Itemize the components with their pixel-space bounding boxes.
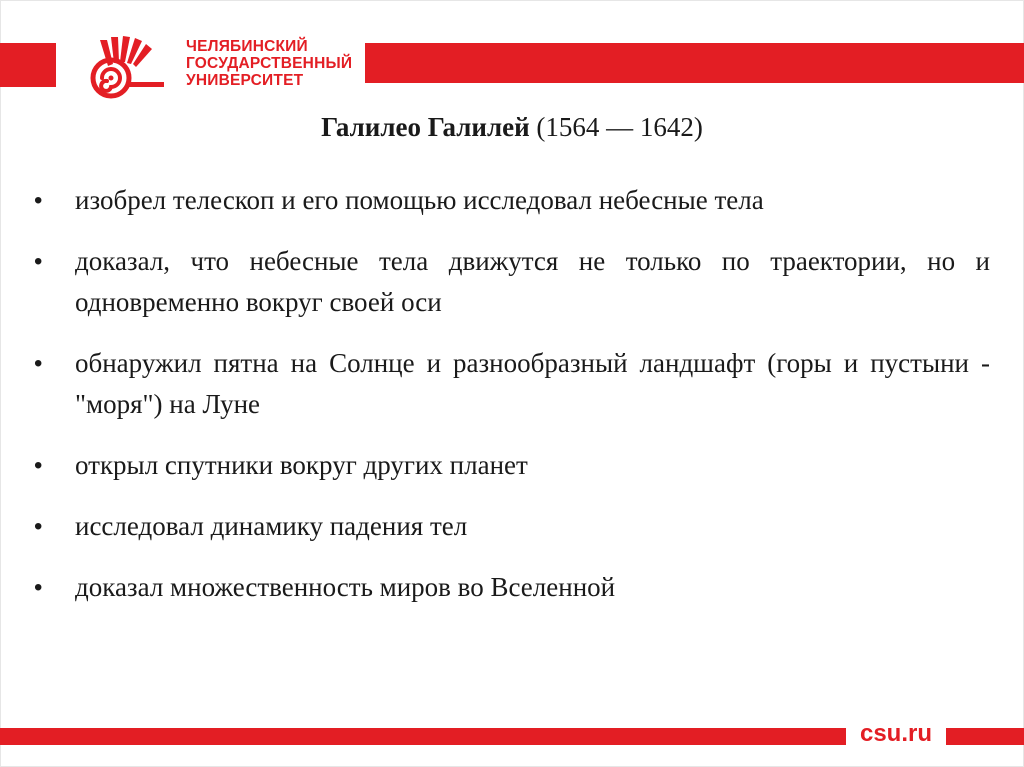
university-name-line3: УНИВЕРСИТЕТ: [186, 72, 304, 89]
title-years: (1564 — 1642): [536, 112, 703, 142]
list-item-text: изобрел телескоп и его помощью исследовал небесные тела: [75, 185, 764, 215]
footer-bar-left: [0, 728, 846, 745]
slide-title: [0, 112, 1024, 143]
bullet-list: [30, 180, 990, 628]
list-item-text: доказал, что небесные тела движутся не только по траектории, но и одновременно вокруг своей оси: [75, 246, 990, 317]
bullet-icon: •: [34, 248, 43, 275]
list-item-text: открыл спутники вокруг других планет: [75, 450, 528, 480]
university-logo-icon: [80, 34, 164, 100]
list-item: [30, 567, 990, 608]
list-item-text: доказал множественность миров во Вселенной: [75, 572, 616, 602]
university-name-line2: ГОСУДАРСТВЕННЫЙ: [186, 55, 353, 72]
list-item: [30, 445, 990, 486]
bullet-icon: •: [34, 574, 43, 601]
list-item-text: обнаружил пятна на Солнце и разнообразный ландшафт (горы и пустыни - "моря") на Луне: [75, 348, 990, 419]
university-name-line1: ЧЕЛЯБИНСКИЙ: [186, 38, 308, 55]
list-item: [30, 241, 990, 323]
bullet-icon: •: [34, 513, 43, 540]
site-link[interactable]: csu.ru: [859, 720, 933, 747]
list-item-text: исследовал динамику падения тел: [75, 511, 468, 541]
footer-bar-right: [946, 728, 1024, 745]
bullet-icon: •: [34, 452, 43, 479]
list-item: [30, 506, 990, 547]
header-bar-right: [365, 43, 1024, 83]
bullet-icon: •: [34, 187, 43, 214]
list-item: [30, 343, 990, 425]
header-bar-left: [0, 43, 56, 87]
title-name: Галилео Галилей: [321, 112, 530, 142]
university-name: [186, 38, 352, 89]
bullet-icon: •: [34, 350, 43, 377]
list-item: [30, 180, 990, 221]
